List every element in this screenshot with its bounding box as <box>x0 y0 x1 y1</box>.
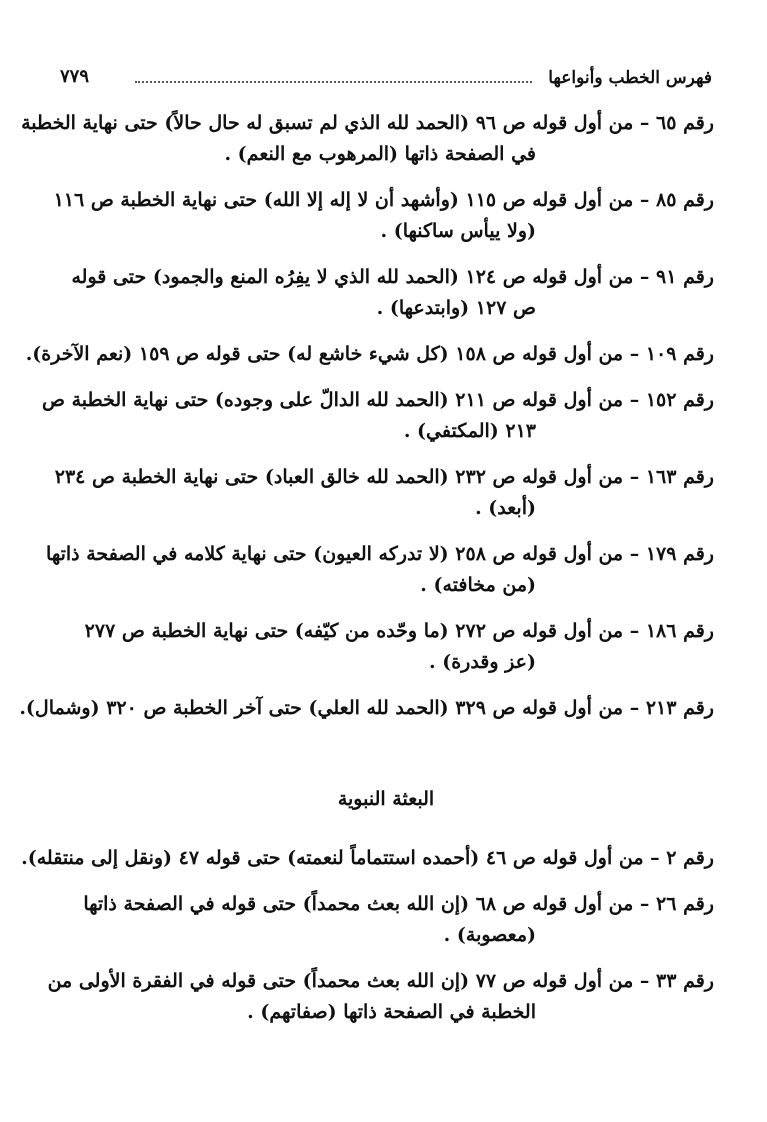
index-entry <box>19 693 714 724</box>
index-entry <box>53 185 714 247</box>
index-entry <box>58 889 714 951</box>
entry-line-2: (ولا ييأس ساكنها) . <box>380 220 536 242</box>
index-entry <box>46 539 714 601</box>
index-content <box>19 108 714 1043</box>
index-entry <box>25 339 714 370</box>
entry-line-2: (معصوبة) . <box>443 924 536 946</box>
running-header <box>60 62 712 92</box>
entry-line-2: (أبعد) . <box>475 497 536 519</box>
entry-line-2: (عز وقدرة) . <box>428 651 536 673</box>
entry-line-1: رقم ١٥٢ – من أول قوله ص ٢١١ (الحمد لله الدالّ على وجوده) حتى نهاية الخطبة ص <box>42 389 714 411</box>
entry-line-2: ص ١٢٧ (وابتدعها) . <box>376 297 536 319</box>
entry-line-1: رقم ١٨٦ – من أول قوله ص ٢٧٢ (ما وحّده من كيّفه) حتى نهاية الخطبة ص ٢٧٧ <box>84 620 714 642</box>
header-title: فهرس الخطب وأنواعها <box>548 68 712 88</box>
section-title: البعثة النبوية <box>337 788 435 810</box>
index-entry <box>21 108 714 170</box>
entry-line-2: في الصفحة ذاتها (المرهوب مع النعم) . <box>224 143 536 165</box>
entry-line-1: رقم ٢ – من أول قوله ص ٤٦ (أحمده استتماماً لنعمته) حتى قوله ٤٧ (ونقل إلى منتقله). <box>21 847 714 869</box>
entry-line-2: (من مخافته) . <box>420 574 536 596</box>
section-entries-1 <box>19 108 714 724</box>
index-entry <box>47 966 714 1028</box>
entry-line-1: رقم ٨٥ – من أول قوله ص ١١٥ (وأشهد أن لا إله إلا الله) حتى نهاية الخطبة ص ١١٦ <box>53 189 714 211</box>
entry-line-1: رقم ١٧٩ – من أول قوله ص ٢٥٨ (لا تدركه العيون) حتى نهاية كلامه في الصفحة ذاتها <box>46 543 714 565</box>
index-entry <box>58 262 714 324</box>
index-entry <box>42 385 714 447</box>
entry-line-1: رقم ٣٣ – من أول قوله ص ٧٧ (إن الله بعث محمداً) حتى قوله في الفقرة الأولى من <box>47 970 714 992</box>
entry-line-1: رقم ١٦٣ – من أول قوله ص ٢٣٢ (الحمد لله خالق العباد) حتى نهاية الخطبة ص ٢٣٤ <box>54 466 714 488</box>
entry-line-1: رقم ٦٥ – من أول قوله ص ٩٦ (الحمد لله الذي لم تسبق له حال حالاً) حتى نهاية الخطبة <box>21 112 714 134</box>
index-entry <box>54 462 714 524</box>
header-dotted-leader <box>135 81 532 83</box>
entry-line-1: رقم ١٠٩ – من أول قوله ص ١٥٨ (كل شيء خاشع له) حتى قوله ص ١٥٩ (نعم الآخرة). <box>25 343 714 365</box>
entry-line-1: رقم ٩١ – من أول قوله ص ١٢٤ (الحمد لله الذي لا يفِرُه المنع والجمود) حتى قوله <box>71 266 714 288</box>
entry-line-2: ٢١٣ (المكتفي) . <box>403 420 536 442</box>
entry-line-1: رقم ٢٦ – من أول قوله ص ٦٨ (إن الله بعث محمداً) حتى قوله في الصفحة ذاتها <box>83 893 714 915</box>
entry-line-1: رقم ٢١٣ – من أول قوله ص ٣٢٩ (الحمد لله العلي) حتى آخر الخطبة ص ٣٢٠ (وشمال). <box>19 697 714 719</box>
page-number: ٧٧٩ <box>60 66 90 87</box>
entry-line-2: الخطبة في الصفحة ذاتها (صفاتهم) . <box>247 1001 536 1023</box>
index-entry <box>21 843 714 874</box>
index-entry <box>58 616 714 678</box>
section-entries-2 <box>21 843 714 1028</box>
